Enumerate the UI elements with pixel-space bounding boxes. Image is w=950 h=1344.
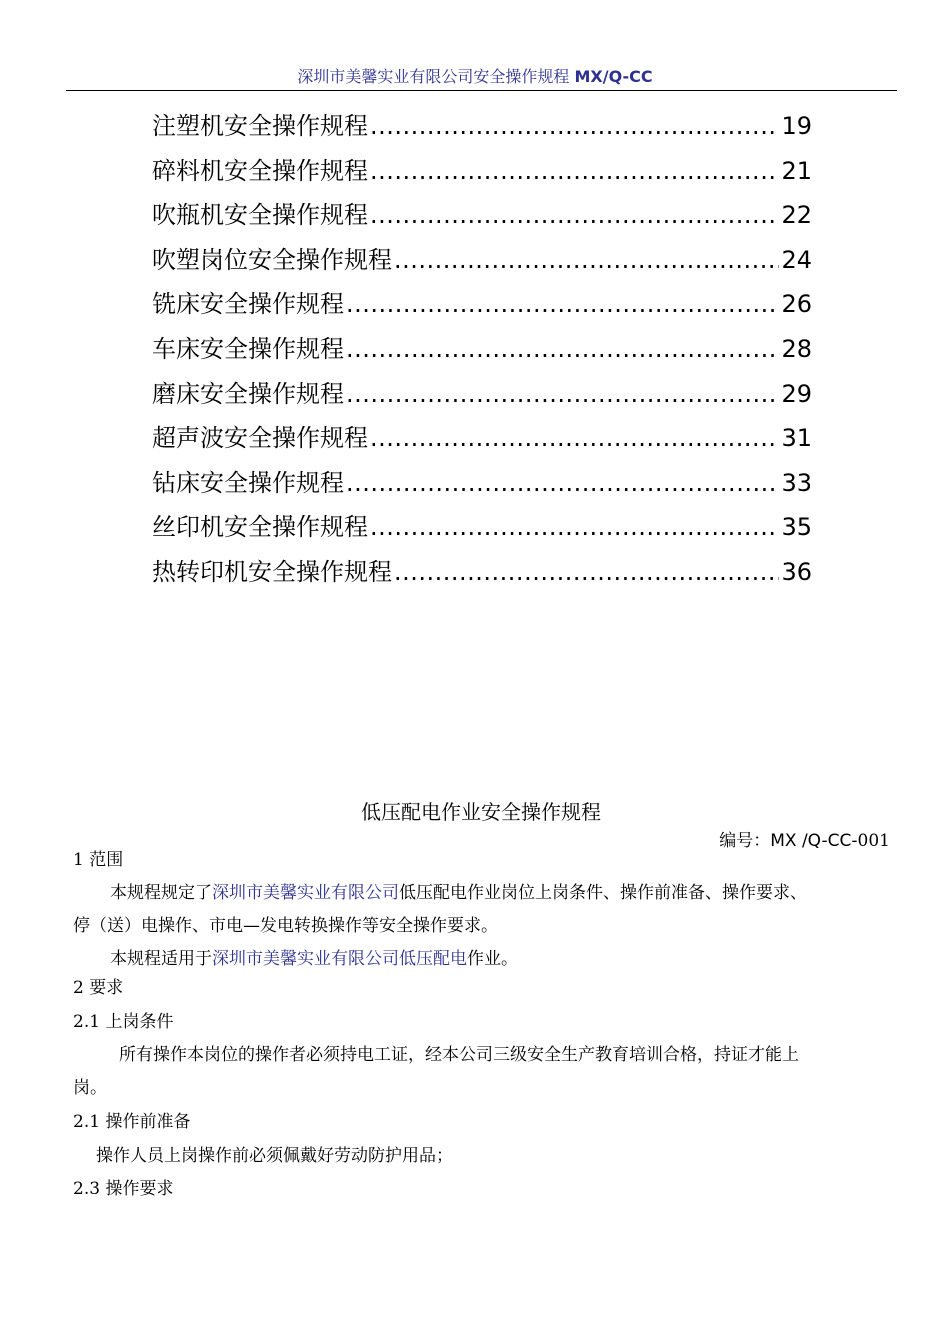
toc-item[interactable]: 钻床安全操作规程 ..... 33 [152,465,812,510]
section-1-paragraph-1: 本规程规定了深圳市美馨实业有限公司低压配电作业岗位上岗条件、操作前准备、操作要求、 [110,883,807,903]
toc-leader [394,554,779,590]
toc-leader [346,376,779,412]
toc-leader [346,286,779,322]
toc-leader [394,242,779,278]
toc-item[interactable]: 热转印机安全操作规程 ..... 36 [152,554,812,599]
document-title: 低压配电作业安全操作规程 [361,800,601,824]
section-2-2-heading: 2.1 操作前准备 [73,1112,191,1132]
section-1-paragraph-2: 本规程适用于深圳市美馨实业有限公司低压配电作业。 [110,949,518,969]
section-2-1-heading: 2.1 上岗条件 [73,1012,174,1032]
page-header [0,64,950,87]
toc-leader [370,509,779,545]
toc-item[interactable]: 超声波安全操作规程 ..... 31 [152,420,812,465]
section-2-3-heading: 2.3 操作要求 [73,1179,174,1199]
toc-item[interactable]: 铣床安全操作规程 ..... 26 [152,286,812,331]
toc-leader [370,420,779,456]
toc-leader [370,197,779,233]
section-2-1-paragraph: 所有操作本岗位的操作者必须持电工证，经本公司三级安全生产教育培训合格，持证才能上 [119,1045,799,1065]
toc-item[interactable]: 注塑机安全操作规程 ..... 19 [152,108,812,153]
toc-leader [370,153,779,189]
toc-leader [346,465,779,501]
table-of-contents [152,108,812,599]
toc-item[interactable]: 吹塑岗位安全操作规程 ..... 24 [152,242,812,287]
document-code: 编号：MX /Q-CC-001 [719,831,890,851]
header-code: MX/Q-CC [574,67,653,86]
toc-item[interactable]: 磨床安全操作规程 ..... 29 [152,376,812,421]
toc-item[interactable]: 碎料机安全操作规程 ..... 21 [152,153,812,198]
section-1-paragraph-1-cont: 停（送）电操作、市电—发电转换操作等安全操作要求。 [73,916,498,936]
section-2-2-paragraph: 操作人员上岗操作前必须佩戴好劳动防护用品； [96,1146,453,1166]
section-2-1-paragraph-cont: 岗。 [73,1078,107,1098]
toc-item[interactable]: 丝印机安全操作规程 ..... 35 [152,509,812,554]
toc-item[interactable]: 车床安全操作规程 ..... 28 [152,331,812,376]
section-2-heading: 2 要求 [73,978,124,998]
company-link[interactable]: 深圳市美馨实业有限公司 [212,883,399,903]
company-link[interactable]: 深圳市美馨实业有限公司低压配电 [212,949,467,969]
header-divider [66,90,897,91]
toc-leader [346,331,779,367]
toc-item[interactable]: 吹瓶机安全操作规程 ..... 22 [152,197,812,242]
section-1-heading: 1 范围 [73,850,124,870]
header-company-title: 深圳市美馨实业有限公司安全操作规程 [297,67,570,86]
toc-leader [370,108,779,144]
